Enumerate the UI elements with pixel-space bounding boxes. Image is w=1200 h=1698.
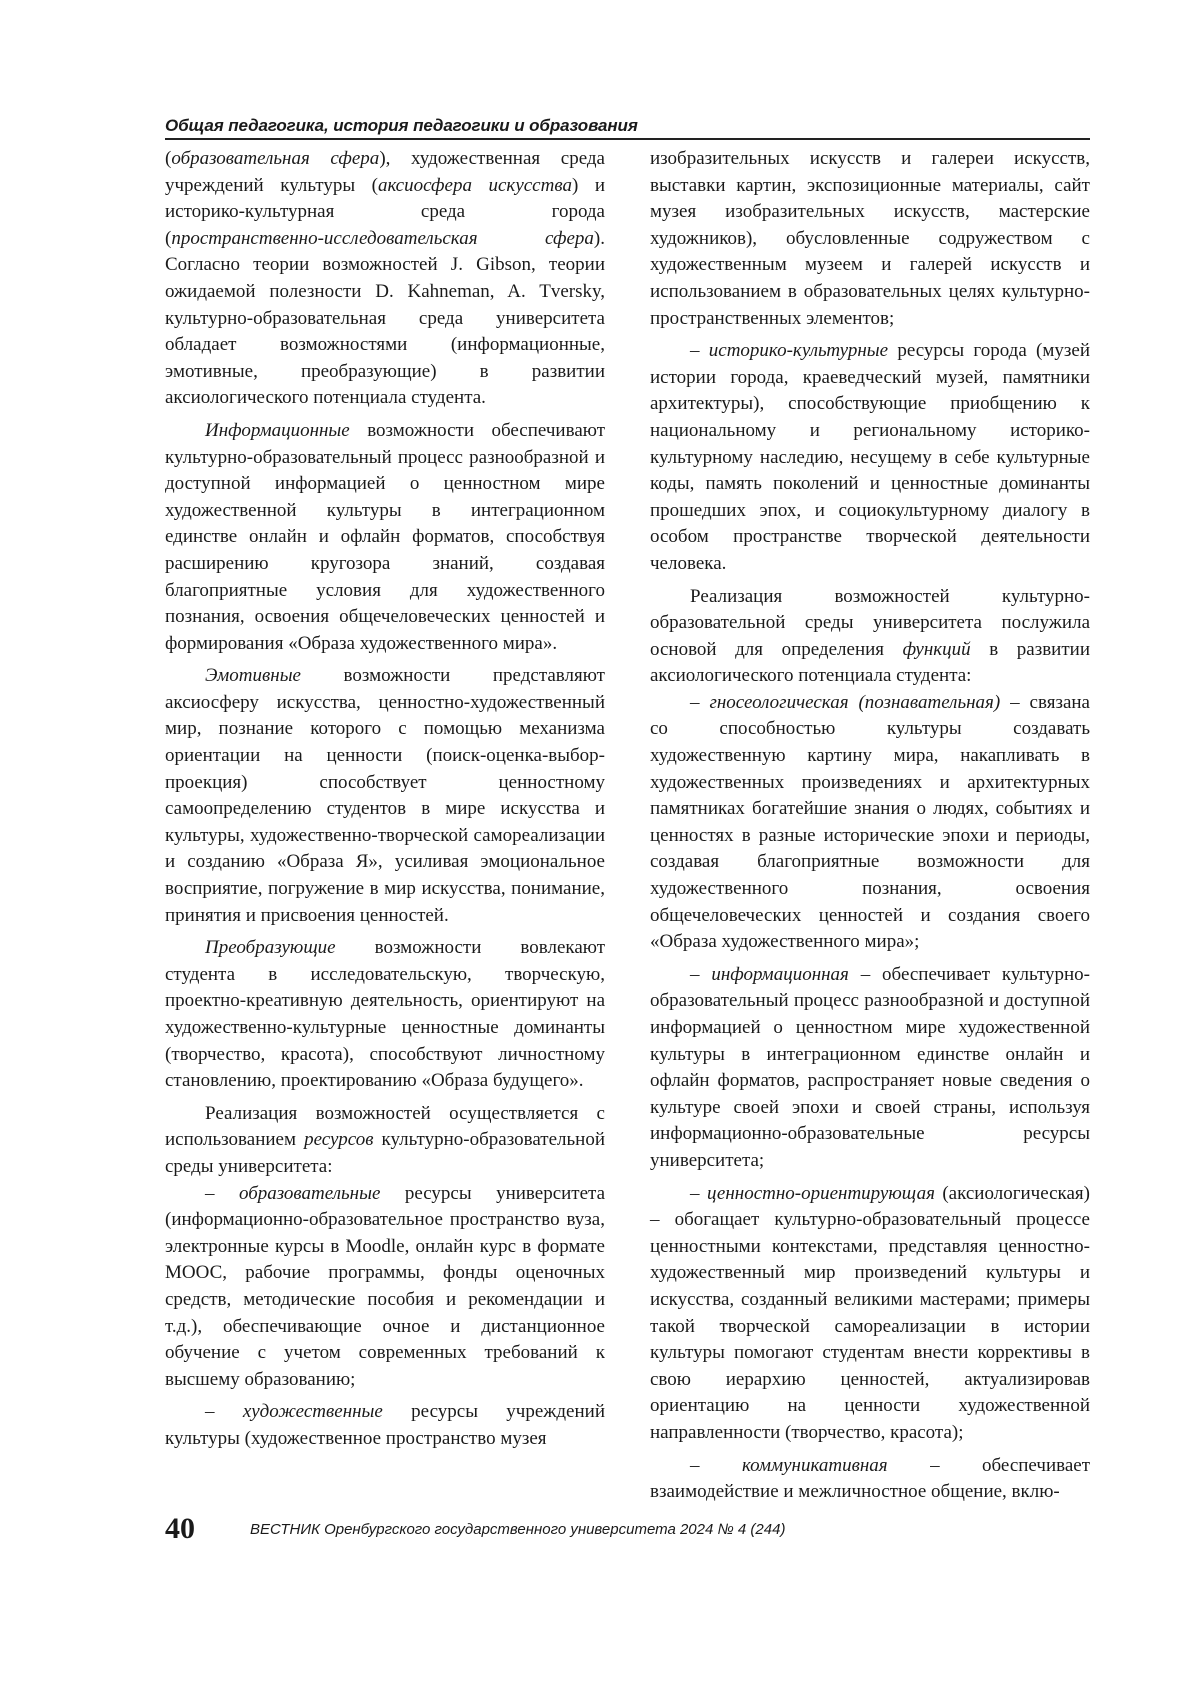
list-item [650,1181,1090,1447]
paragraph-text: изобразительных искусств и галереи искусств, выставки картин, экспозиционные материалы, сайт музея изобразительных искусств, мастерские художников), обусловленные содружеством с художественным музеем и галерей искусств и использованием в образовательных целях культурно-пространственных элементов; [650,148,1090,329]
list-item [165,1181,605,1394]
paragraph-text: в развитии аксиологического потенциала студента: [650,638,1090,687]
italic-term: ресурсов [304,1129,374,1151]
dash: – [690,963,712,985]
paragraph-text: возможности вовлекают студента в исследовательскую, творческую, проектно-креативную деятельность, ориентируют на художественно-культурные ценностные доминанты (творчество, красота), способствуют личностному становлению, проектированию «Образа будущего». [165,937,605,1092]
italic-term: историко-культурные [708,340,889,362]
paragraph-text: ), художественная среда учреждений культуры ( [165,148,605,196]
list-item [165,1399,605,1452]
italic-term: пространственно-исследовательская сфера [171,227,594,249]
italic-term: гносеологическая (познавательная) [709,691,1001,713]
paragraph-text: – обеспечивает взаимодействие и межличностное общение, вклю- [650,1454,1091,1503]
italic-term: функций [902,638,971,660]
paragraph-text: – обеспечивает культурно-образовательный процесс разнообразной и доступной информацией о ценностном мире художественной культуры в интеграционном единстве онлайн и офлайн форматов, распространяет новые сведения о культуре своей эпохи и своей страны, используя информационно-образовательные ресурсы университета; [650,963,1090,1171]
right-column [650,146,1090,1506]
paragraph-text: ресурсы города (музей истории города, краеведческий музей, памятники архитектуры), способствующие приобщению к национальному и региональному историко-культурному наследию, несущему в себе культурные коды, память поколений и ценностные доминанты прошедших эпох, и социокультурному диалогу в особом пространстве творческой деятельности человека. [650,340,1091,574]
paragraph-text: ресурсы университета (информационно-образовательное пространство вуза, электронные курсы в Moodle, онлайн курс в формате МООС, рабочие программы, фонды оценочных средств, методические пособия и рекомендации и т.д.), обеспечивающие очное и дистанционное обучение с учетом современных требований к высшему образованию; [165,1182,605,1390]
paragraph-text: Реализация возможностей осуществляется с использованием [165,1102,605,1151]
italic-term: информационная [711,963,849,985]
dash: – [690,691,710,713]
paragraph: (образовательная сфера), художественная среда учреждений культуры (аксиосфера искусства) и историко-культурная среда города (пространственно-исследовательская сфера). Согласно теории возможностей J. Gibson, теории ожидаемой полезности D. Kahneman, A. Tversky, культурно-образовательная среда университета обладает возможностями (информационные, эмотивные, преобразующие) в развитии аксиологического потенциала студента. [165,148,605,409]
dash: – [205,1401,243,1423]
paragraph [165,663,605,929]
italic-term: образовательная сфера [171,148,380,169]
paragraph [165,1101,605,1181]
italic-term: коммуникативная [741,1454,888,1476]
paragraph-text: культурно-образовательной среды университета: [165,1129,605,1177]
paragraph-text: ресурсы учреждений культуры (художественное пространство музея [165,1401,605,1449]
italic-term: Эмотивные [205,665,301,687]
paragraph-text: (аксиологическая) – обогащает культурно-образовательный процессе ценностными контекстами, представляя ценностно-художественный мир произведений культуры и искусства, созданный великими мастерами; примеры такой творческой самореализации в истории культуры помогают студентам внести коррективы в свою иерархию ценностей, актуализировав ориентацию на ценности художественной направленности (творчество, красота); [650,1182,1091,1443]
paragraph [650,146,1090,332]
italic-term: художественные [242,1401,383,1423]
section-title: Общая педагогика, история педагогики и образования [165,116,638,135]
dash: – [690,1182,707,1204]
paragraph [650,584,1090,690]
paragraph [165,935,605,1095]
list-item [650,1453,1090,1506]
list-item [650,962,1090,1175]
paragraph-text: Реализация возможностей культурно-образовательной среды университета послужила основой для определения [650,585,1090,660]
paragraph-text: ) и историко-культурная среда города ( [165,174,605,249]
dash: – [690,1454,742,1476]
dash: – [205,1182,239,1204]
dash: – [690,340,709,362]
paragraph-text: ). Согласно теории возможностей J. Gibson, теории ожидаемой полезности D. Kahneman, A. Tversky, культурно-образовательная среда университета обладает возможностями (информационные, эмотивные, преобразующие) в развитии аксиологического потенциала студента. [165,227,605,409]
italic-term: Информационные [205,419,350,441]
journal-name: ВЕСТНИК Оренбургского государственного университета 2024 № 4 (244) [250,1521,786,1538]
italic-term: образовательные [238,1182,381,1204]
italic-term: Преобразующие [205,937,336,959]
page-number: 40 [165,1512,195,1545]
list-item [650,338,1090,577]
paragraph-text: – связана со способностью культуры создавать художественную картину мира, накапливать в художественных произведениях и архитектурных памятниках богатейшие знания о людях, событиях и ценностях в разные исторические эпохи и периоды, создавая благоприятные возможности для художественного познания, освоения общечеловеческих ценностей и создания своего «Образа художественного мира»; [650,691,1090,953]
list-item [650,690,1090,956]
paragraph-text: возможности обеспечивают культурно-образовательный процесс разнообразной и доступной информацией о ценностном мире художественной культуры в интеграционном единстве онлайн и офлайн форматов, способствуя расширению кругозора знаний, создавая благоприятные условия для художественного познания, освоения общечеловеческих ценностей и формирования «Образа художественного мира». [165,419,605,654]
paragraph-text: возможности представляют аксиосферу искусства, ценностно-художественный мир, познание которого с помощью механизма ориентации на ценности (поиск-оценка-выбор-проекция) способствует ценностному самоопределению студентов в мире искусства и культуры, художественно-творческой самореализации и созданию «Образа Я», усиливая эмоциональное восприятие, погружение в мир искусства, понимание, принятия и присвоения ценностей. [165,665,605,926]
italic-term: аксиосфера искусства [377,174,572,196]
header-divider [165,138,1090,140]
paragraph [165,418,605,657]
italic-term: ценностно-ориентирующая [706,1182,935,1204]
left-column [165,146,605,1453]
